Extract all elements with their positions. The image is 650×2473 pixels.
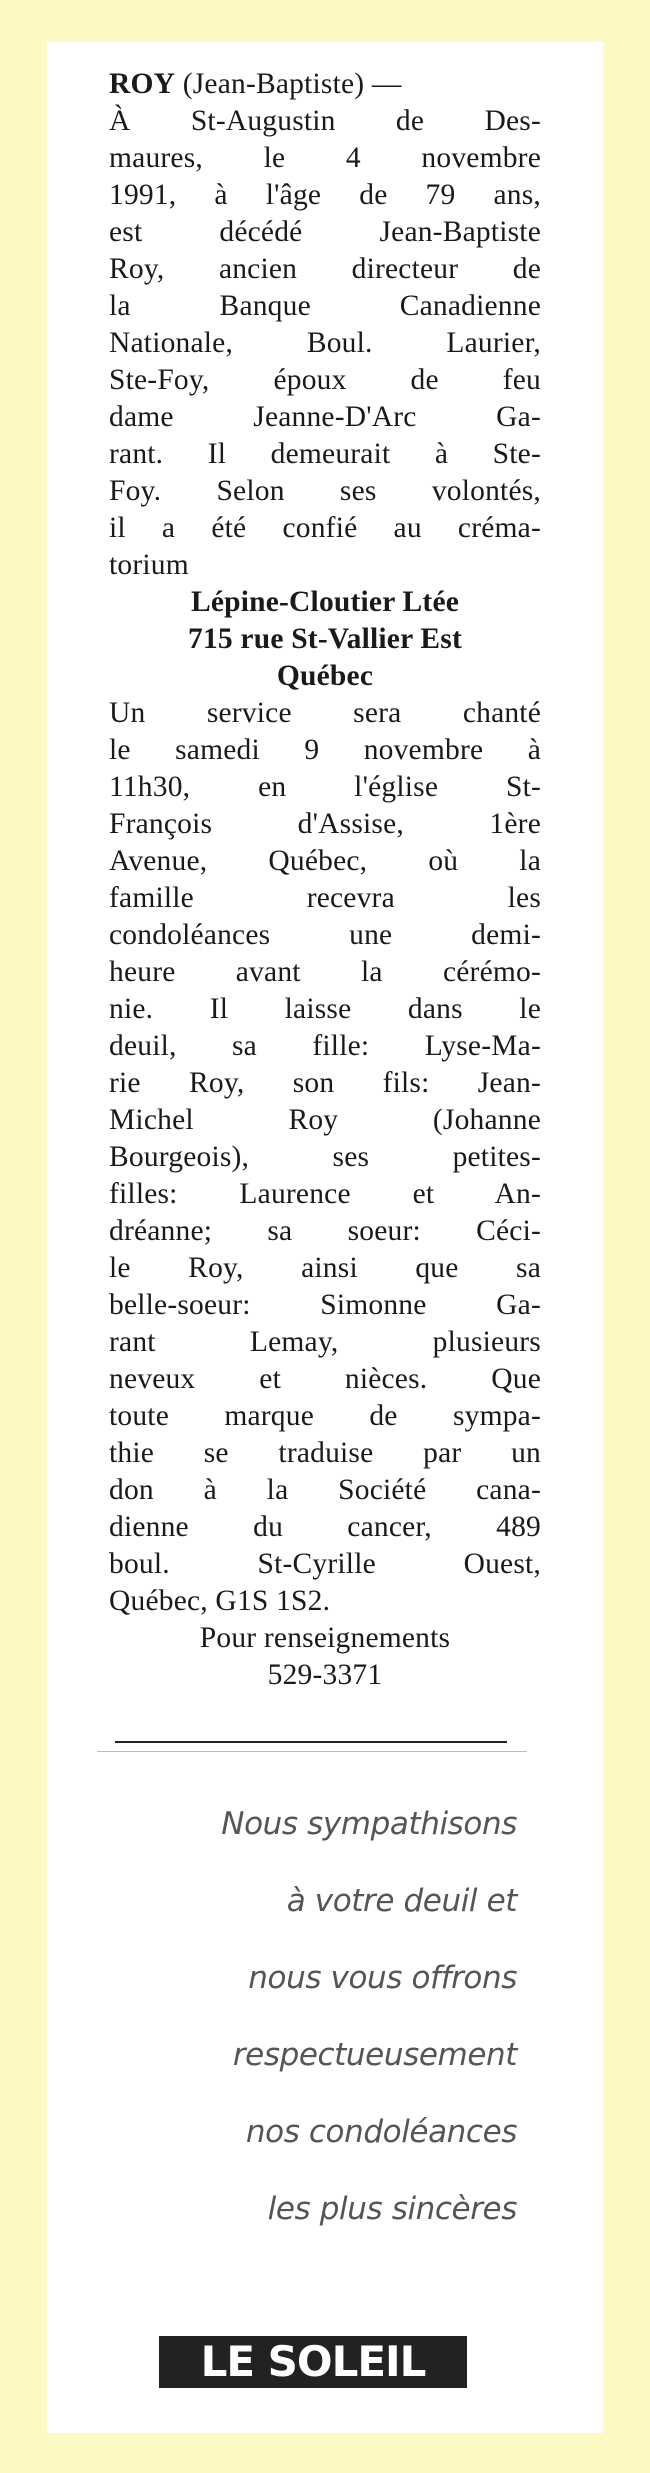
service-line: 11h30, en l'église St- [109, 771, 541, 803]
service-line: dréanne; sa soeur: Céci- [109, 1215, 541, 1247]
message-line: nous vous offrons [248, 1960, 517, 1996]
notice-line: Roy, ancien directeur de [109, 253, 541, 285]
info-phone: 529-3371 [267, 1659, 383, 1691]
service-line: nie. Il laisse dans le [109, 993, 541, 1025]
service-line: belle-soeur: Simonne Ga- [109, 1289, 541, 1321]
notice-line: rant. Il demeurait à Ste- [109, 438, 541, 470]
message-line: à votre deuil et [286, 1883, 517, 1919]
notice-line: il a été confié au créma- [109, 512, 541, 544]
funeral-home-name: Lépine-Cloutier Ltée [190, 586, 460, 618]
notice-line: À St-Augustin de Des- [109, 105, 541, 137]
service-line: boul. St-Cyrille Ouest, [109, 1548, 541, 1580]
notice-line: dame Jeanne-D'Arc Ga- [109, 401, 541, 433]
service-line: Michel Roy (Johanne [109, 1104, 541, 1136]
notice-line: 1991, à l'âge de 79 ans, [109, 179, 541, 211]
message-line: les plus sincères [267, 2191, 517, 2227]
service-line: rie Roy, son fils: Jean- [109, 1067, 541, 1099]
info-label: Pour renseignements [199, 1622, 451, 1654]
funeral-home-city: Québec [276, 660, 374, 692]
divider [115, 1741, 507, 1743]
service-line: thie se traduise par un [109, 1437, 541, 1469]
service-line: neveux et nièces. Que [109, 1363, 541, 1395]
notice-line: la Banque Canadienne [109, 290, 541, 322]
notice-line: maures, le 4 novembre [109, 142, 541, 174]
service-line: dienne du cancer, 489 [109, 1511, 541, 1543]
service-line: Québec, G1S 1S2. [109, 1585, 331, 1617]
notice-line: Foy. Selon ses volontés, [109, 475, 541, 507]
notice-first-line [109, 66, 541, 103]
notice-line: (Jean-Baptiste) — [175, 68, 402, 100]
le-soleil-logo: LE SOLEIL [159, 2336, 467, 2388]
service-line: Avenue, Québec, où la [109, 845, 541, 877]
service-line: rant Lemay, plusieurs [109, 1326, 541, 1358]
message-line: respectueusement [232, 2037, 517, 2073]
service-line: don à la Société cana- [109, 1474, 541, 1506]
service-line: Un service sera chanté [109, 697, 541, 729]
obituary-notice [109, 66, 541, 1694]
notice-line: torium [109, 549, 189, 581]
service-line: filles: Laurence et An- [109, 1178, 541, 1210]
service-line: François d'Assise, 1ère [109, 808, 541, 840]
service-line: toute marque de sympa- [109, 1400, 541, 1432]
service-line: Bourgeois), ses petites- [109, 1141, 541, 1173]
service-line: famille recevra les [109, 882, 541, 914]
deceased-surname: ROY [109, 68, 176, 100]
service-line: heure avant la cérémo- [109, 956, 541, 988]
service-line: deuil, sa fille: Lyse-Ma- [109, 1030, 541, 1062]
message-line: Nous sympathisons [221, 1806, 517, 1842]
obituary-card [47, 42, 603, 2433]
service-line: le samedi 9 novembre à [109, 734, 541, 766]
notice-line: est décédé Jean-Baptiste [109, 216, 541, 248]
service-line: condoléances une demi- [109, 919, 541, 951]
divider-faint [97, 1751, 527, 1752]
notice-line: Ste-Foy, époux de feu [109, 364, 541, 396]
service-line: le Roy, ainsi que sa [109, 1252, 541, 1284]
funeral-home-address: 715 rue St-Vallier Est [188, 623, 462, 655]
notice-line: Nationale, Boul. Laurier, [109, 327, 541, 359]
message-line: nos condoléances [245, 2114, 517, 2150]
